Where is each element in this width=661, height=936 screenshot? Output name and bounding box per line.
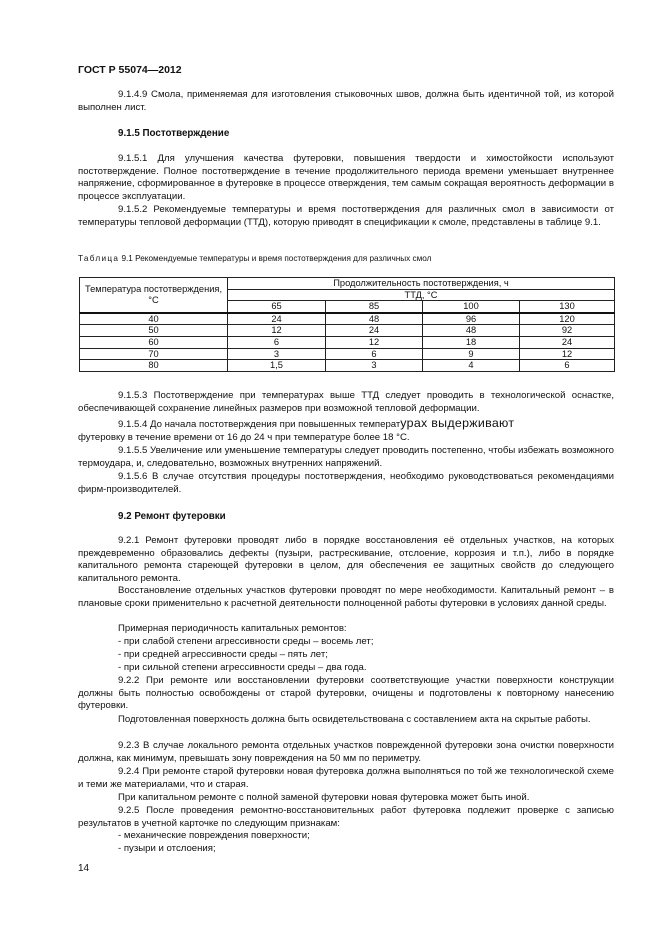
paragraph-9-1-5-1: 9.1.5.1 Для улучшения качества футеровки, повышения твердости и химостойкости используют постотверждение. Полное постотверждение в течение продолжительного периода времени уменьшает внутреннее напряжение, сформированное в футеровке в процессе отверждения, тем самым сокращая вероятность деформации в процессе эксплуатации. <box>78 153 614 202</box>
table-cell: 6 <box>228 336 326 348</box>
postcure-table <box>79 277 615 372</box>
list-item: - пузыри и отслоения; <box>118 843 216 854</box>
temperature-column-header: Температура постотверждения, °С <box>80 278 228 313</box>
ttd-value: 130 <box>520 301 615 313</box>
paragraph-9-1-5-4 <box>78 417 614 444</box>
table-row <box>80 360 615 372</box>
section-heading-9-1-5: 9.1.5 Постотверждение <box>118 128 230 139</box>
table-cell: 92 <box>520 325 615 337</box>
list-item: - при сильной степени агрессивности среды – два года. <box>118 662 367 673</box>
list-item: - при слабой степени агрессивности среды – восемь лет; <box>118 636 374 647</box>
paragraph-9-1-5-4-enlarged: урах выдерживают <box>400 416 515 430</box>
paragraph-9-2-4: 9.2.4 При ремонте старой футеровки новая футеровка должна выполняться по той же технологической схеме и теми же материалами, что и старая. <box>78 766 614 790</box>
table-cell: 48 <box>423 325 520 337</box>
table-row <box>80 336 615 348</box>
table-cell: 60 <box>80 336 228 348</box>
table-cell: 96 <box>423 313 520 325</box>
table-cell: 12 <box>326 336 423 348</box>
paragraph-9-1-5-4-start: 9.1.5.4 До начала постотверждения при повышенных температ <box>118 419 401 430</box>
table-row <box>80 348 615 360</box>
paragraph-9-1-5-2: 9.1.5.2 Рекомендуемые температуры и время постотверждения для различных смол в зависимости от температуры тепловой деформации (ТТД), которую приводят в спецификации к смоле, представлены в таблице 9.1. <box>78 204 614 228</box>
table-caption-label: Таблица <box>78 254 120 263</box>
table-cell: 24 <box>326 325 423 337</box>
table-cell: 1,5 <box>228 360 326 372</box>
table-cell: 12 <box>228 325 326 337</box>
list-item: - при средней агрессивности среды – пять лет; <box>118 649 328 660</box>
table-cell: 80 <box>80 360 228 372</box>
table-caption <box>78 254 431 263</box>
ttd-subheader: ТТД, °С <box>228 289 615 301</box>
table-cell: 4 <box>423 360 520 372</box>
section-heading-9-2: 9.2 Ремонт футеровки <box>118 511 226 522</box>
table-cell: 3 <box>228 348 326 360</box>
list-item: - механические повреждения поверхности; <box>118 830 310 841</box>
paragraph-9-2-3: 9.2.3 В случае локального ремонта отдельных участков поврежденной футеровки зона очистки поверхности должна, как минимум, превышать зону повреждения на 50 мм по периметру. <box>78 740 614 764</box>
table-cell: 40 <box>80 313 228 325</box>
table-cell: 18 <box>423 336 520 348</box>
ttd-value: 100 <box>423 301 520 313</box>
ttd-value: 65 <box>228 301 326 313</box>
table-caption-text: 9.1 Рекомендуемые температуры и время постотверждения для различных смол <box>119 254 432 263</box>
document-header: ГОСТ Р 55074—2012 <box>78 64 182 76</box>
paragraph-9-2-1-restoration: Восстановление отдельных участков футеровки проводят по мере необходимости. Капитальный ремонт – в плановые сроки применительно к расчетной деятельности полноценной работы футеровки в условиях данной среды. <box>78 585 614 609</box>
paragraph-9-2-2-act: Подготовленная поверхность должна быть освидетельствована с составлением акта на скрытые работы. <box>118 714 591 725</box>
paragraph-9-1-4-9: 9.1.4.9 Смола, применяемая для изготовления стыковочных швов, должна быть идентичной той, из которой выполнен лист. <box>78 89 614 113</box>
paragraph-9-2-4-capital: При капитальном ремонте с полной заменой футеровки новая футеровка может быть иной. <box>118 792 530 803</box>
paragraph-9-1-5-3: 9.1.5.3 Постотверждение при температурах выше ТТД следует проводить в технологической оснастке, обеспечивающей сохранение линейных размеров при возможной тепловой деформации. <box>78 390 614 414</box>
paragraph-9-1-5-6: 9.1.5.6 В случае отсутствия процедуры постотверждения, необходимо руководствоваться рекомендациями фирм-производителей. <box>78 471 614 495</box>
duration-group-header: Продолжительность постотверждения, ч <box>228 278 615 290</box>
paragraph-9-1-5-4-end: футеровку в течение времени от 16 до 24 ч при температуре более 18 °С. <box>78 431 410 443</box>
paragraph-9-2-1: 9.2.1 Ремонт футеровки проводят либо в порядке восстановления её отдельных участков, на которых преждевременно образовались дефекты (пузыри, растрескивание, отслоение, коррозия и т.п.), либо в порядке капитального ремонта стареющей футеровки в целом, для обеспечения ее защитных свойств до следующего капитального ремонта. <box>78 535 614 584</box>
table-cell: 70 <box>80 348 228 360</box>
table-cell: 6 <box>520 360 615 372</box>
table-cell: 24 <box>520 336 615 348</box>
table-cell: 3 <box>326 360 423 372</box>
table-cell: 6 <box>326 348 423 360</box>
table-row <box>80 325 615 337</box>
table-cell: 24 <box>228 313 326 325</box>
table-row <box>80 313 615 325</box>
ttd-value: 85 <box>326 301 423 313</box>
page-number: 14 <box>78 863 90 874</box>
paragraph-9-2-2: 9.2.2 При ремонте или восстановлении футеровки соответствующие участки поверхности конструкции должны быть полностью освобождены от старой футеровки, очищены и подготовлены к повторному нанесению футеровки. <box>78 675 614 712</box>
table-cell: 12 <box>520 348 615 360</box>
table-cell: 50 <box>80 325 228 337</box>
paragraph-9-2-5: 9.2.5 После проведения ремонтно-восстановительных работ футеровка подлежит проверке с записью результатов в учетной карточке по следующим признакам: <box>78 805 614 829</box>
table-cell: 9 <box>423 348 520 360</box>
table-cell: 48 <box>326 313 423 325</box>
table-cell: 120 <box>520 313 615 325</box>
paragraph-9-1-5-5: 9.1.5.5 Увеличение или уменьшение температуры следует проводить постепенно, чтобы избежать возможного термоудара, и, следовательно, возможных внутренних напряжений. <box>78 445 614 469</box>
paragraph-periodicity-intro: Примерная периодичность капитальных ремонтов: <box>118 623 347 634</box>
